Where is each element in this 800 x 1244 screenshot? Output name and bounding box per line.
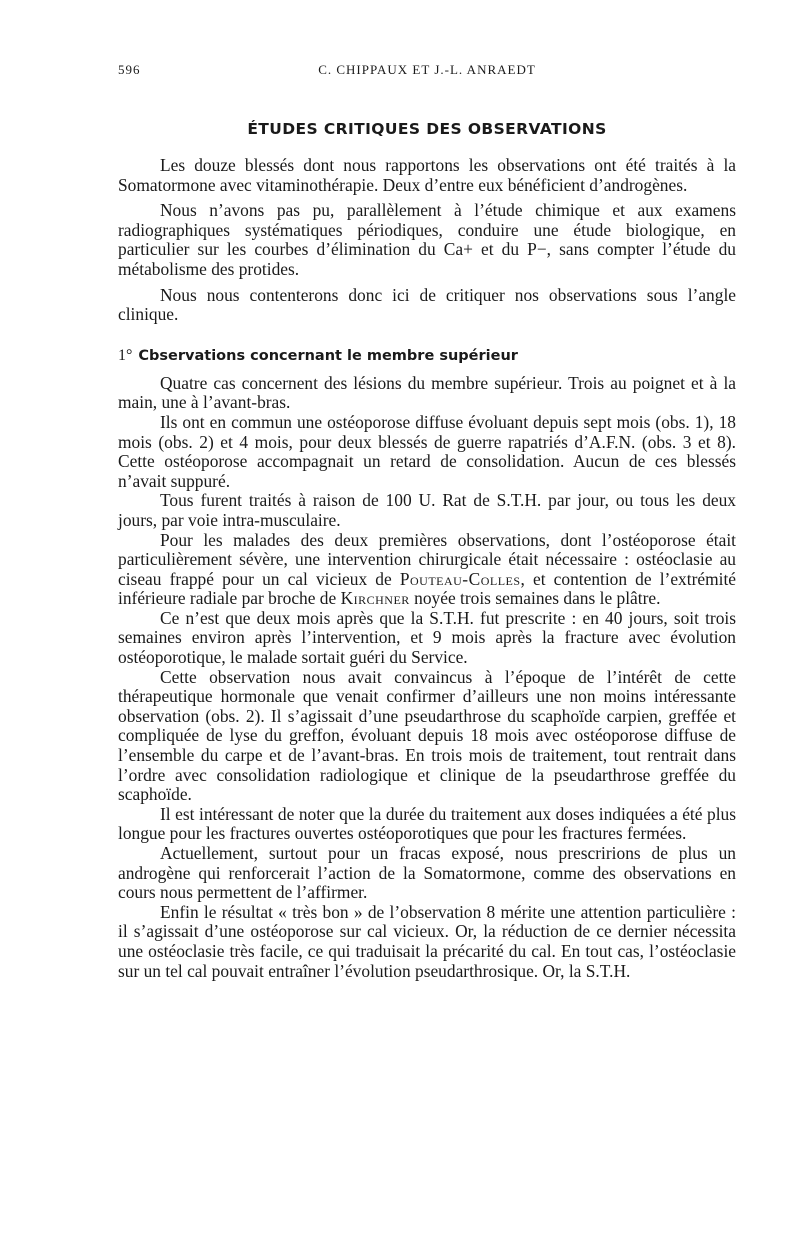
paragraph-2: Nous n’avons pas pu, parallèlement à l’étude chimique et aux examens radiographiques systématiques périodiques, conduire une étude biologique, en particulier sur les courbes d’élimination du Ca+ et du P−, sans compter l’étude du métabolisme des protides. [118, 200, 736, 279]
subsection-heading [118, 347, 736, 365]
paragraph-7 [118, 531, 736, 609]
paragraph-5: Ils ont en commun une ostéoporose diffuse évoluant depuis sept mois (obs. 1), 18 mois (obs. 2) et 4 mois, pour deux blessés de guerre rapatriés d’A.F.N. (obs. 3 et 8). Cette ostéoporose accompagnait un retard de consolidation. Aucun de ces blessés n’avait suppuré. [118, 411, 736, 491]
page-number: 596 [118, 62, 141, 77]
paragraph-11: Actuellement, surtout pour un fracas exposé, nous prescririons de plus un androgène qui renforcerait l’action de la Somatormone, comme des observations en cours nous permettent de l’affirmer. [118, 843, 736, 903]
paragraph-4: Quatre cas concernent des lésions du membre supérieur. Trois au poignet et à la main, une à l’avant-bras. [118, 372, 736, 413]
paragraph-7-part-a: Pour les malades des deux premières observations, dont l’ostéoporose était particulièrement sévère, une intervention chirurgicale était nécessaire : ostéoclasie au ciseau frappé pour un cal vicieux de [118, 529, 736, 589]
running-header-authors: C. CHIPPAUX ET J.-L. ANRAEDT [318, 62, 536, 77]
subsection-number: 1° [118, 346, 133, 364]
author-name-pouteau-colles: Pouteau-Colles [399, 568, 521, 589]
body-text [118, 156, 736, 981]
paragraph-7-part-c: noyée trois semaines dans le plâtre. [409, 588, 661, 609]
paragraph-8: Ce n’est que deux mois après que la S.T.H. fut prescrite : en 40 jours, soit trois semaines environ après l’intervention, et 9 mois après la fracture avec évolution ostéoporotique, le malade sortait guéri du Service. [118, 607, 736, 668]
paragraph-10: Il est intéressant de noter que la durée du traitement aux doses indiquées a été plus longue pour les fractures ouvertes ostéoporotiques que pour les fractures fermées. [118, 803, 736, 844]
section-title: ÉTUDES CRITIQUES DES OBSERVATIONS [247, 120, 607, 138]
paragraph-9: Cette observation nous avait convaincus à l’époque de l’intérêt de cette thérapeutique hormonale que venait confirmer d’ailleurs une non moins intéressante observation (obs. 2). Il s’agissait d’une pseudarthrose du scaphoïde carpien, greffée et compliquée de lyse du greffon, évoluant depuis 18 mois avec ostéoporose diffuse de l’ensemble du carpe et de l’avant-bras. En trois mois de traitement, tout rentrait dans l’ordre avec consolidation radiologique et clinique de la pseudarthrose greffée du scaphoïde. [118, 666, 736, 805]
paragraph-7-part-b: , et contention de l’extrémité inférieure radiale par broche de [118, 568, 736, 609]
paragraph-3: Nous nous contenterons donc ici de critiquer nos observations sous l’angle clinique. [118, 284, 736, 325]
paragraph-1: Les douze blessés dont nous rapportons les observations ont été traités à la Somatormone avec vitaminothérapie. Deux d’entre eux bénéficient d’androgènes. [118, 155, 736, 195]
subsection-title: Cbservations concernant le membre supérieur [138, 347, 518, 364]
paragraph-6: Tous furent traités à raison de 100 U. Rat de S.T.H. par jour, ou tous les deux jours, par voie intra-musculaire. [118, 490, 736, 530]
author-name-kirchner: Kirchner [340, 588, 410, 609]
paragraph-12: Enfin le résultat « très bon » de l’observation 8 mérite une attention particulière : il s’agissait d’une ostéoporose sur cal vicieux. Or, la réduction de ce dernier nécessita une ostéoclasie très facile, ce qui traduisait la précarité du cal. En tout cas, l’ostéoclasie sur un tel cal pouvait entraîner l’évolution pseudarthrosique. Or, la S.T.H. [118, 901, 736, 981]
